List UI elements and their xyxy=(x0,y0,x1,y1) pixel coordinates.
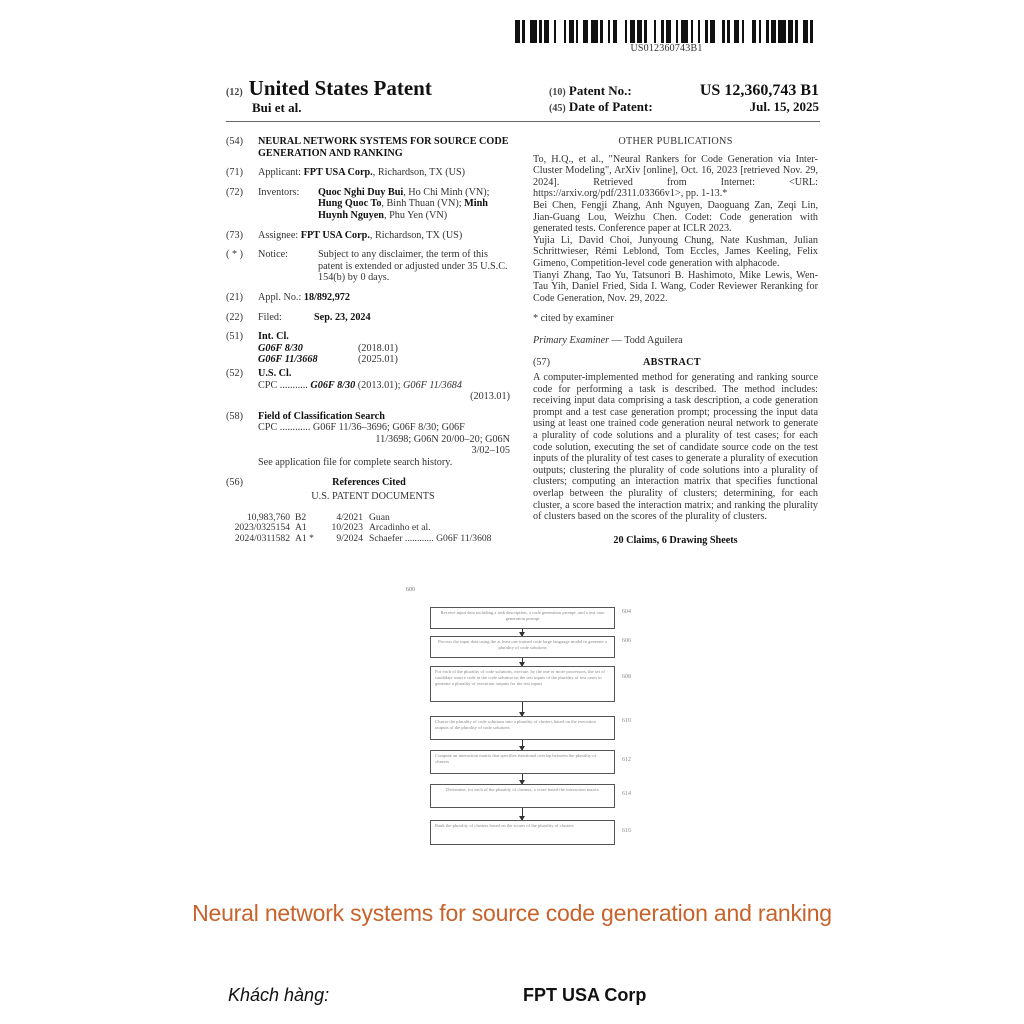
flow-step-label: 614 xyxy=(622,791,631,797)
claims-summary: 20 Claims, 6 Drawing Sheets xyxy=(613,534,738,546)
arrow-down-icon xyxy=(522,629,523,636)
field-title xyxy=(226,136,510,159)
ref-kind: A1 * xyxy=(295,533,314,545)
field-code: (56) xyxy=(226,476,243,488)
filed-label: Filed: xyxy=(258,311,282,323)
cpc-secondary: G06F 11/3684 xyxy=(403,379,462,391)
assignee-location: , Richardson, TX (US) xyxy=(369,229,463,241)
publication-entry: Yujia Li, David Choi, Junyoung Chung, Nate Kushman, Julian Schrittwieser, Rémi Leblond, Tom Eccles, James Keeling, Felix Gimeno, Competition-level code generation with alphacode. xyxy=(533,234,818,269)
flow-step-label: 604 xyxy=(622,609,631,615)
field-filed xyxy=(226,312,510,324)
filed-value: Sep. 23, 2024 xyxy=(314,311,371,323)
cpc-prefix: CPC ........... xyxy=(258,379,308,391)
notice-text: Subject to any disclaimer, the term of this patent is extended or adjusted under 35 U.S.C. 154(b) by 0 days. xyxy=(318,249,508,284)
patent-date-code: (45) xyxy=(549,103,566,114)
publications-abstract-column xyxy=(533,136,818,546)
classification-line: 11/3698; G06N 20/00–20; G06N xyxy=(375,433,510,445)
cpc-secondary-version: (2013.01) xyxy=(470,391,510,403)
invention-title: NEURAL NETWORK SYSTEMS FOR SOURCE CODE GENERATION AND RANKING xyxy=(258,136,509,159)
field-notice xyxy=(226,249,510,284)
client-name: FPT USA Corp xyxy=(523,985,647,1005)
cpc-primary-version: (2013.01); xyxy=(355,379,404,391)
references-label: References Cited xyxy=(332,476,406,488)
field-code: (54) xyxy=(226,136,243,147)
int-cl-label: Int. Cl. xyxy=(258,331,289,343)
field-code: (73) xyxy=(226,229,243,241)
int-cl-class: G06F 11/3668 xyxy=(258,354,318,366)
applicant-label: Applicant: xyxy=(258,167,302,179)
publication-entry: Bei Chen, Fengji Zhang, Anh Nguyen, Daoguang Zan, Zeqi Lin, Jian-Guang Lou, Weizhu Chen. Codet: Code generation with generated tests. Conference paper at ICLR 2023. xyxy=(533,199,818,235)
appl-no-value: 18/892,972 xyxy=(303,291,350,303)
references-subheading: U.S. PATENT DOCUMENTS xyxy=(311,491,435,503)
ref-date: 4/2021 xyxy=(336,511,363,523)
header-divider xyxy=(226,121,820,122)
flow-step-label: 612 xyxy=(622,757,631,763)
field-int-cl xyxy=(226,331,510,366)
field-code: (72) xyxy=(226,186,243,198)
classification-line: CPC ............ G06F 11/36–3696; G06F 8/30; G06F xyxy=(258,422,465,434)
field-code: (52) xyxy=(226,367,243,379)
notice-label: Notice: xyxy=(258,249,288,261)
classification-line: 3/02–105 xyxy=(471,445,510,457)
abstract-code: (57) xyxy=(533,356,550,368)
appl-no-label: Appl. No.: xyxy=(258,291,302,303)
ref-kind: B2 xyxy=(295,511,307,523)
abstract-heading: ABSTRACT xyxy=(643,356,701,368)
flow-step: Cluster the plurality of code solutions into a plurality of clusters based on the execution outputs of the plurality of code solutions xyxy=(430,716,615,740)
patent-number-label: Patent No.: xyxy=(568,83,632,98)
field-assignee xyxy=(226,230,510,242)
cpc-primary: G06F 8/30 xyxy=(310,379,356,391)
barcode-number: US012360743B1 xyxy=(630,43,703,54)
assignee-label: Assignee: xyxy=(258,229,299,241)
ref-date: 10/2023 xyxy=(331,522,363,534)
patent-title-heading: United States Patent xyxy=(248,76,432,100)
arrow-down-icon xyxy=(522,774,523,784)
flow-step: Determine, for each of the plurality of clusters, a score based the interaction matrix xyxy=(430,784,615,808)
field-inventors xyxy=(226,187,510,222)
field-code: (71) xyxy=(226,167,243,179)
figure-reference: 600 xyxy=(406,587,415,593)
patent-date-row xyxy=(549,99,819,115)
flow-step-label: 616 xyxy=(622,828,631,834)
field-us-cl xyxy=(226,368,510,403)
publication-entry: To, H.Q., et al., "Neural Rankers for Code Generation via Inter-Cluster Modeling", ArXiv [online], Oct. 16, 2023 [retrieved Nov. 29, 2024]. Retrieved from Internet: <URL: https://arxiv.org/pdf/2311.03366v1>, pp. 1-13.* xyxy=(533,153,818,200)
ref-name: Guan xyxy=(369,511,390,523)
us-cl-label: U.S. Cl. xyxy=(258,367,292,379)
inventor-location: , Phu Yen (VN) xyxy=(383,209,448,221)
field-references xyxy=(226,477,510,489)
field-code: (51) xyxy=(226,331,243,343)
flow-step-label: 608 xyxy=(622,674,631,680)
field-code: (21) xyxy=(226,291,243,303)
bibliographic-column xyxy=(226,136,510,545)
examiner-name: — Todd Aguilera xyxy=(609,334,683,346)
references-table xyxy=(226,513,510,545)
flow-step: Receive input data including a task description, a code generation prompt, and a test case generation prompt xyxy=(430,607,615,629)
field-code: ( * ) xyxy=(226,249,243,261)
applicant-name: FPT USA Corp. xyxy=(303,167,373,179)
ref-number: 10,983,760 xyxy=(246,511,290,523)
field-code: (58) xyxy=(226,410,243,422)
client-label: Khách hàng: xyxy=(228,985,330,1005)
barcode xyxy=(515,20,818,43)
reference-row xyxy=(226,534,510,545)
flow-step: For each of the plurality of code solutions, execute, by the one or more processors, the set of candidate source code in the code solution on the test inputs of the plurality of test cases to generate a plurality of execution outputs for the test inputs xyxy=(430,666,615,702)
patent-heading xyxy=(226,76,432,101)
abstract-text: A computer-implemented method for generating and ranking source code for performing a task is described. The method includes: receiving input data comprising a task description, a code generation prompt and a test case generation prompt; processing the input data using at least one trained code generation neural network to generate a plurality of code solutions and a plurality of test cases; for each code solution, executing the set of candidate source code on the test inputs of the plurality of test cases to generate a plurality of execution outputs; clustering the plurality of code solutions into a plurality of clusters; computing an interaction matrix that specifies functional overlap between the plurality of clusters; determining, for each cluster, a score based the interaction matrix; and ranking the plurality of clusters based on the scores of the plurality of clusters. xyxy=(533,372,818,523)
patent-date-label: Date of Patent: xyxy=(568,99,653,114)
int-cl-class: G06F 8/30 xyxy=(258,342,303,354)
arrow-down-icon xyxy=(522,740,523,750)
inventors-label: Inventors: xyxy=(258,186,300,198)
field-classification-search xyxy=(226,411,510,469)
patent-number-row xyxy=(549,82,819,100)
field-appl-no xyxy=(226,292,510,304)
classification-note: See application file for complete search history. xyxy=(258,457,453,469)
inventor-name: Quoc Nghi Duy Bui xyxy=(318,186,404,198)
int-cl-version: (2025.01) xyxy=(358,354,398,366)
abstract-heading-row xyxy=(533,357,818,369)
flow-step-label: 606 xyxy=(622,638,631,644)
patent-number-value: US 12,360,743 B1 xyxy=(699,82,819,99)
classification-search-label: Field of Classification Search xyxy=(258,410,385,422)
ref-name: Arcadinho et al. xyxy=(369,522,431,534)
patent-authors: Bui et al. xyxy=(252,100,302,115)
primary-examiner xyxy=(533,335,818,347)
ref-number: 2024/0311582 xyxy=(234,533,290,545)
project-title: Neural network systems for source code generation and ranking xyxy=(192,900,832,926)
arrow-down-icon xyxy=(522,702,523,716)
patent-date-value: Jul. 15, 2025 xyxy=(749,99,819,114)
flow-step: Rank the plurality of clusters based on the scores of the plurality of clusters xyxy=(430,820,615,845)
ref-name: Schaefer ............ G06F 11/3608 xyxy=(369,533,492,545)
examiner-label: Primary Examiner xyxy=(533,334,610,346)
publication-entry: Tianyi Zhang, Tao Yu, Tatsunori B. Hashimoto, Mike Lewis, Wen-Tau Yih, Daniel Fried, Sida I. Wang, Coder Reviewer Reranking for Code Generation, Nov. 29, 2022. xyxy=(533,269,818,304)
field-applicant xyxy=(226,167,510,179)
inventor-location: , Binh Thuan (VN); xyxy=(381,198,462,210)
flow-step-label: 610 xyxy=(622,718,631,724)
inventor-location: , Ho Chi Minh (VN); xyxy=(403,186,490,198)
applicant-location: , Richardson, TX (US) xyxy=(372,167,466,179)
flowchart-figure xyxy=(400,585,650,855)
ref-kind: A1 xyxy=(295,522,307,534)
cited-by-examiner-note: * cited by examiner xyxy=(533,313,614,325)
assignee-name: FPT USA Corp. xyxy=(300,229,370,241)
inventor-name: Minh Huynh Nguyen xyxy=(318,198,488,221)
int-cl-version: (2018.01) xyxy=(358,342,398,354)
flow-step: Compute an interaction matrix that specifies functional overlap between the plurality of clusters xyxy=(430,750,615,774)
arrow-down-icon xyxy=(522,808,523,820)
field-code: (22) xyxy=(226,311,243,323)
ref-date: 9/2024 xyxy=(336,533,363,545)
kind-code: (12) xyxy=(226,87,243,98)
inventor-name: Hung Quoc To xyxy=(318,198,382,210)
other-publications-list xyxy=(533,154,818,305)
arrow-down-icon xyxy=(522,658,523,666)
patent-number-code: (10) xyxy=(549,87,566,98)
ref-number: 2023/0325154 xyxy=(234,522,290,534)
flow-step: Process the input data using the at least one trained code large language model to generate a plurality of code solutions xyxy=(430,636,615,658)
other-publications-heading: OTHER PUBLICATIONS xyxy=(618,136,733,147)
